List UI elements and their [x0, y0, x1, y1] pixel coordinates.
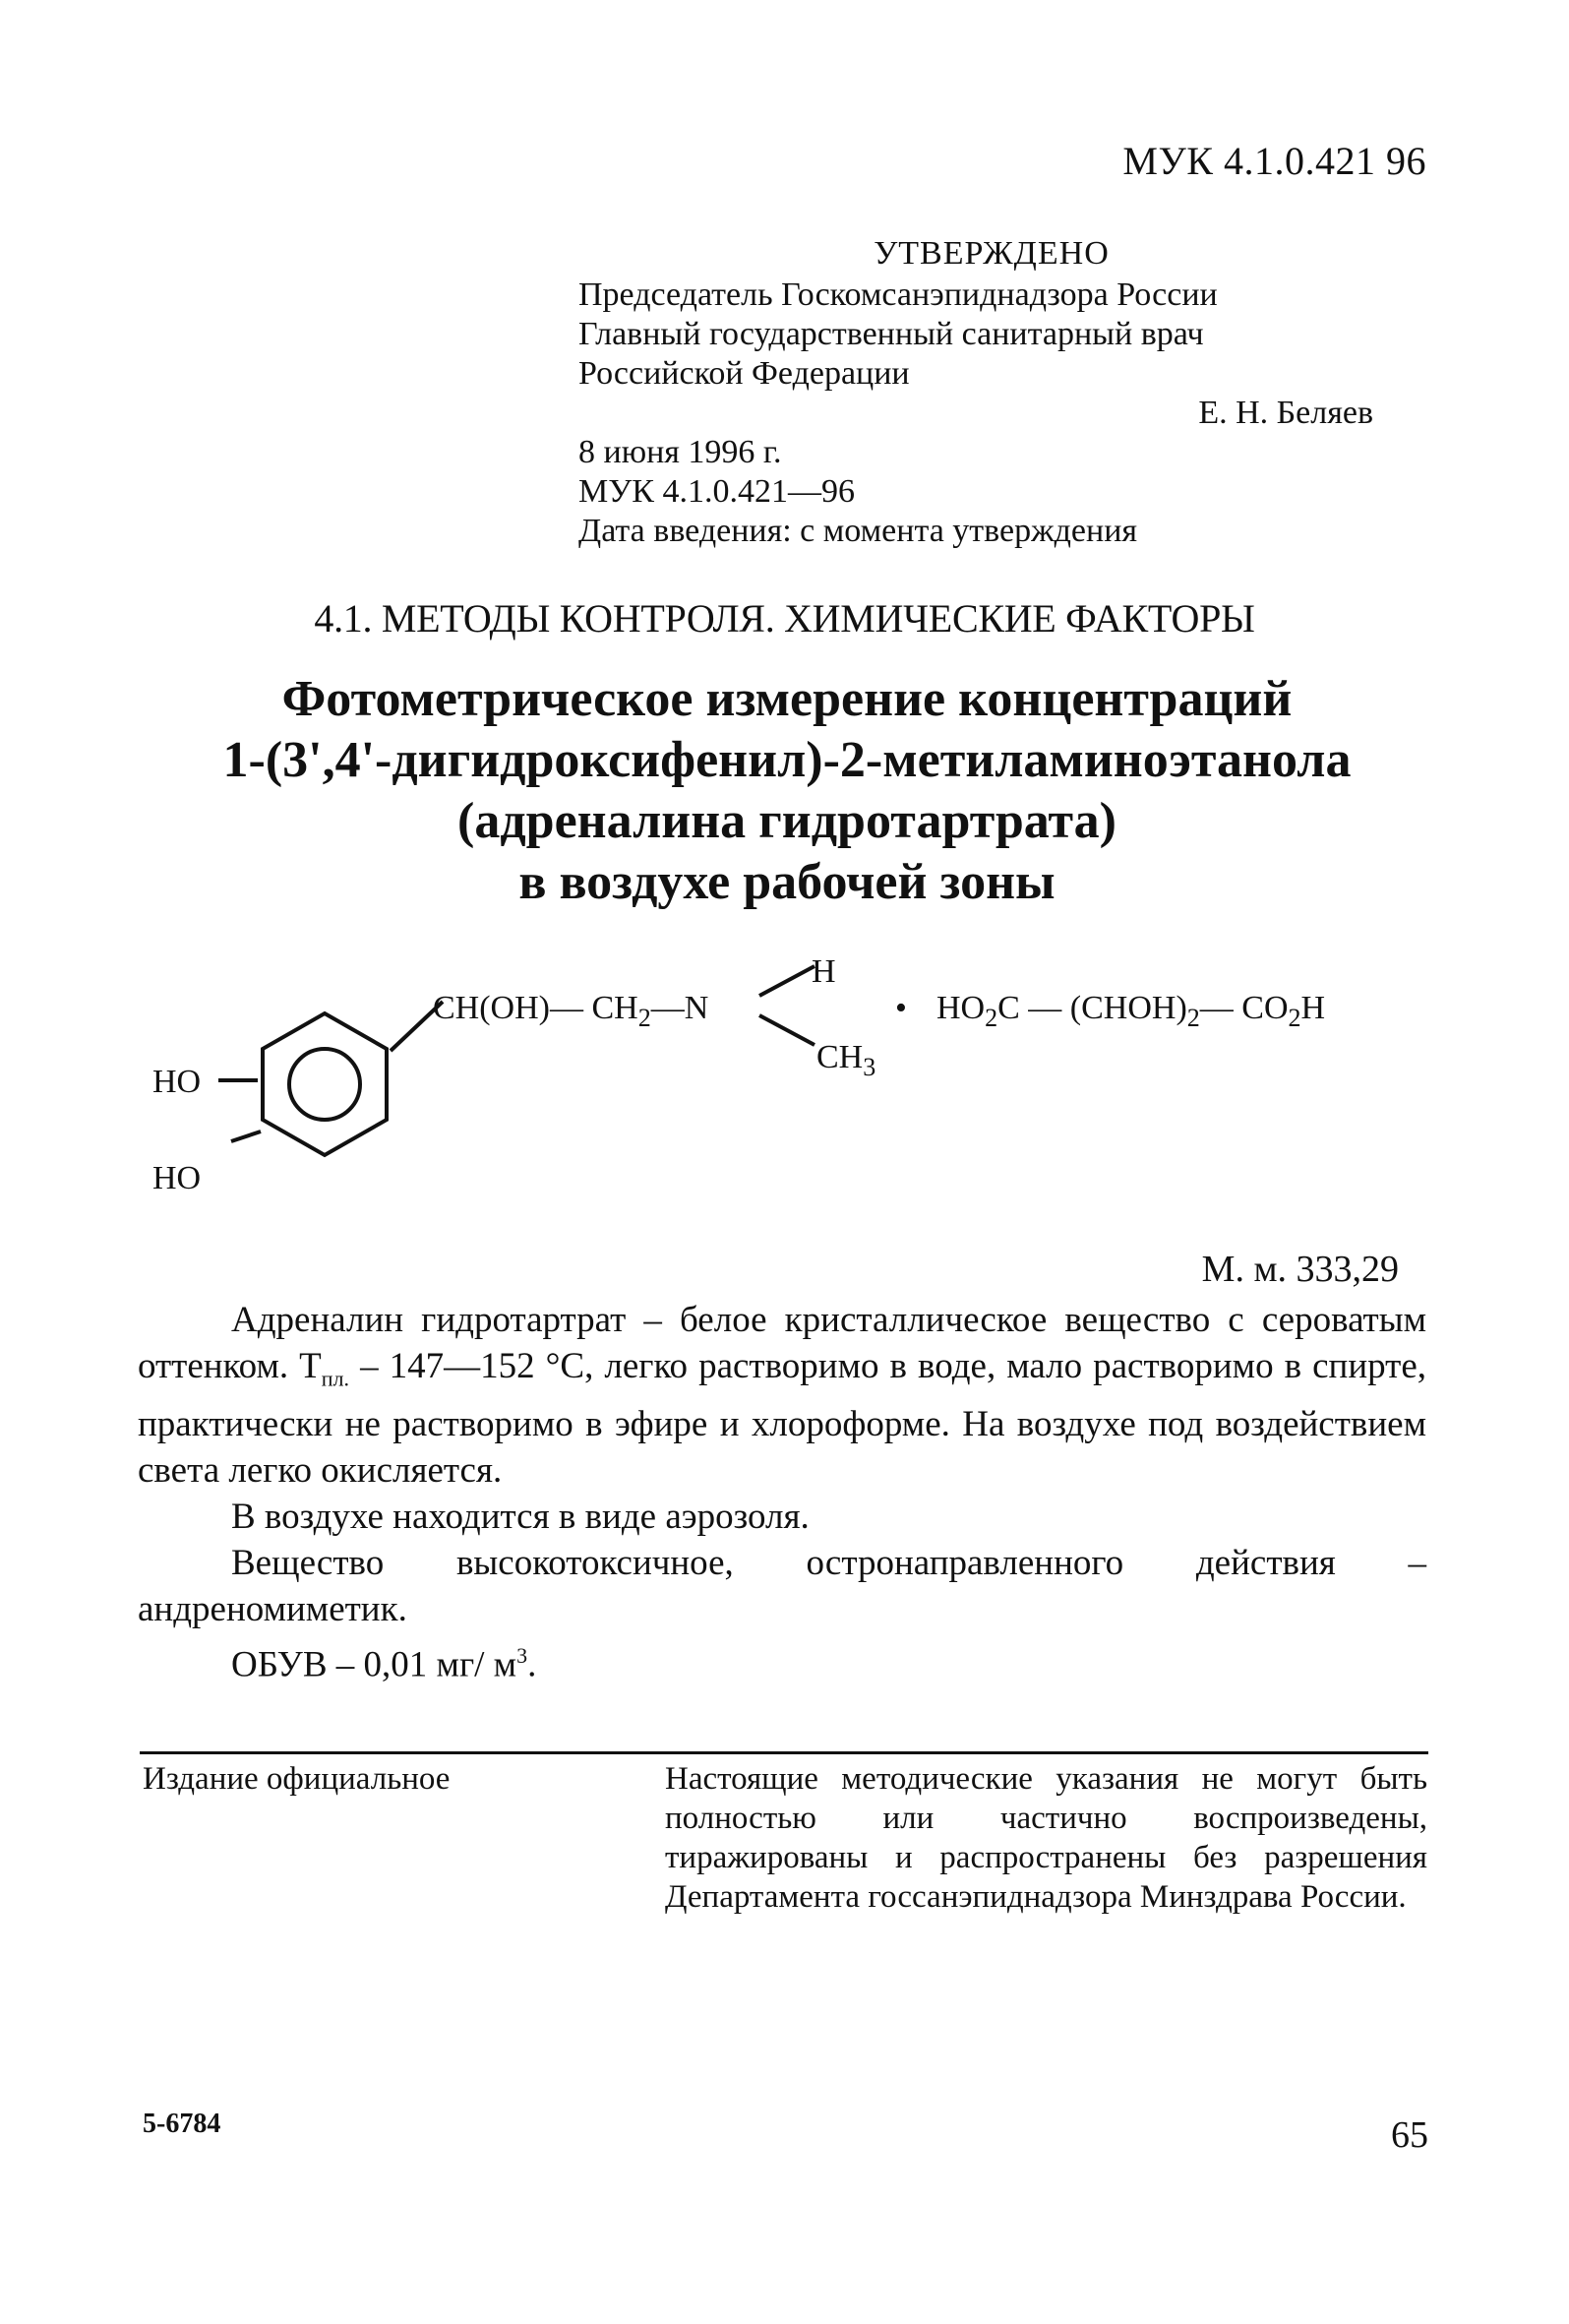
copyright-notice: Настоящие методические указания не могут быть полностью или частично воспроизведены, тиражированы и распространены без разрешения Департамента госсанэпиднадзора Минздрава России. — [665, 1761, 1427, 1915]
salt-dot: • — [895, 990, 907, 1026]
approval-title: УТВЕРЖДЕНО — [874, 235, 1110, 272]
effective-date: Дата введения: с момента утверждения — [578, 513, 1138, 549]
approver-position-1: Председатель Госкомсанэпиднадзора России — [578, 276, 1218, 313]
molecular-mass: М. м. 333,29 — [1201, 1249, 1399, 1290]
tartaric-acid-label: $HO_2C$ — $(CHOH)_2—$ $CO_2H$ — [936, 990, 1326, 1032]
hydroxyl-bottom-label: HO — [152, 1160, 202, 1196]
title-line-3: (адреналина гидротартрата) — [457, 793, 1116, 849]
amine-h-label: H — [812, 953, 836, 990]
description-paragraph: Адреналин гидротартрат – белое кристаллическое вещество с сероватым оттенком. $Т_{пл.}$ – 147—152 °С, легко растворимо в воде, мало растворимо в спирте, практически не растворимо в эфире и хлороформе. На воздухе под воздействием света легко окисляется. — [138, 1300, 1426, 1492]
bond-ho-bottom — [231, 1131, 261, 1141]
approval-code: МУК 4.1.0.421—96 — [578, 473, 855, 510]
substance-description — [138, 1297, 1426, 1688]
bond-n-methyl — [759, 1015, 815, 1045]
approval-block — [578, 234, 1385, 551]
approval-date: 8 июня 1996 г. — [578, 434, 782, 470]
benzene-ring — [263, 1013, 387, 1155]
edition-label: Издание официальное — [143, 1761, 451, 1797]
title-line-2: 1-(3',4'-дигидроксифенил)-2-метиламиноэтанола — [222, 732, 1352, 788]
document-title — [128, 669, 1446, 913]
structural-formula — [138, 945, 1436, 1240]
side-chain-label: CH(OH)— $CH_2—N$ — [433, 990, 709, 1032]
aerosol-paragraph: В воздухе находится в виде аэрозоля. — [231, 1497, 810, 1538]
methyl-label: $CH_3$ — [816, 1039, 876, 1081]
footer-divider — [140, 1751, 1428, 1754]
hydroxyl-top-label: HO — [152, 1064, 202, 1100]
print-code: 5-6784 — [143, 2109, 221, 2139]
limit-paragraph: ОБУВ – 0,01 мг/ $м^3$. — [231, 1643, 537, 1685]
bond-n-h — [759, 966, 815, 996]
approver-position-2: Главный государственный санитарный врач — [578, 316, 1204, 352]
aromatic-circle — [289, 1049, 360, 1120]
toxicity-paragraph: Вещество высокотоксичное, остронаправленного действия – андреномиметик. — [138, 1543, 1426, 1630]
title-line-1: Фотометрическое измерение концентраций — [281, 671, 1293, 727]
section-title: 4.1. МЕТОДЫ КОНТРОЛЯ. ХИМИЧЕСКИЕ ФАКТОРЫ — [314, 596, 1255, 641]
approver-name: Е. Н. Беляев — [1198, 395, 1373, 431]
approver-position-3: Российской Федерации — [578, 355, 910, 392]
page-number: 65 — [1391, 2114, 1428, 2156]
title-line-4: в воздухе рабочей зоны — [518, 854, 1056, 910]
document-code-header: МУК 4.1.0.421 96 — [1122, 139, 1426, 183]
